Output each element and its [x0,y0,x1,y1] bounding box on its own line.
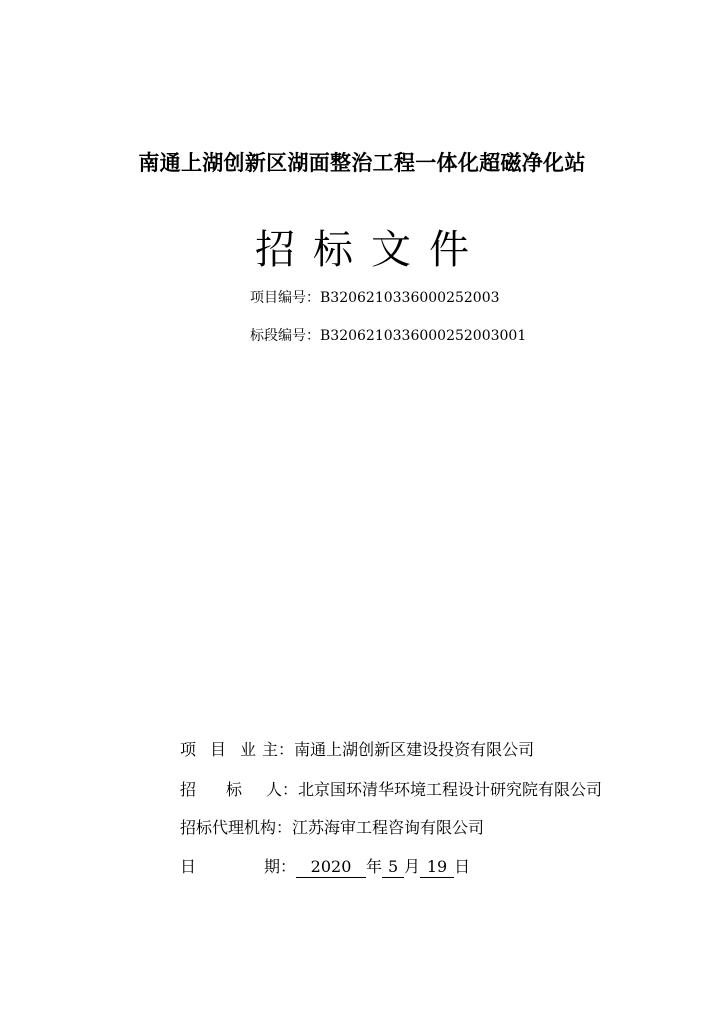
bidder-value: 北京国环清华环境工程设计研究院有限公司 [298,780,603,799]
date-month-unit: 月 [404,857,421,876]
date-year: 2020 [296,857,366,878]
agency-value: 江苏海审工程咨询有限公司 [292,818,485,837]
date-row [180,854,470,880]
agency-label: 招标代理机构： [180,818,293,837]
document-title-char: 招 [255,227,295,273]
document-title-char: 文 [371,227,411,273]
date-month: 5 [382,857,404,878]
date-day-unit: 日 [454,857,471,876]
project-number: 项目编号：B3206210336000252003 [250,290,500,306]
date-label: 日 期： [180,857,297,876]
bidder-row [180,777,602,803]
document-title [0,222,724,278]
owner-value: 南通上湖创新区建设投资有限公司 [294,740,535,759]
owner-row [180,737,534,763]
date-day: 19 [420,857,454,878]
owner-label: 项 目 业 主： [180,740,295,759]
project-title: 南通上湖创新区湖面整治工程一体化超磁净化站 [138,151,586,175]
agency-row [180,815,484,841]
document-title-char: 标 [313,227,353,273]
document-title-char: 件 [429,227,469,273]
section-number: 标段编号：B3206210336000252003001 [250,328,527,344]
bidder-label: 招 标 人： [180,780,299,799]
date-year-unit: 年 [366,857,383,876]
